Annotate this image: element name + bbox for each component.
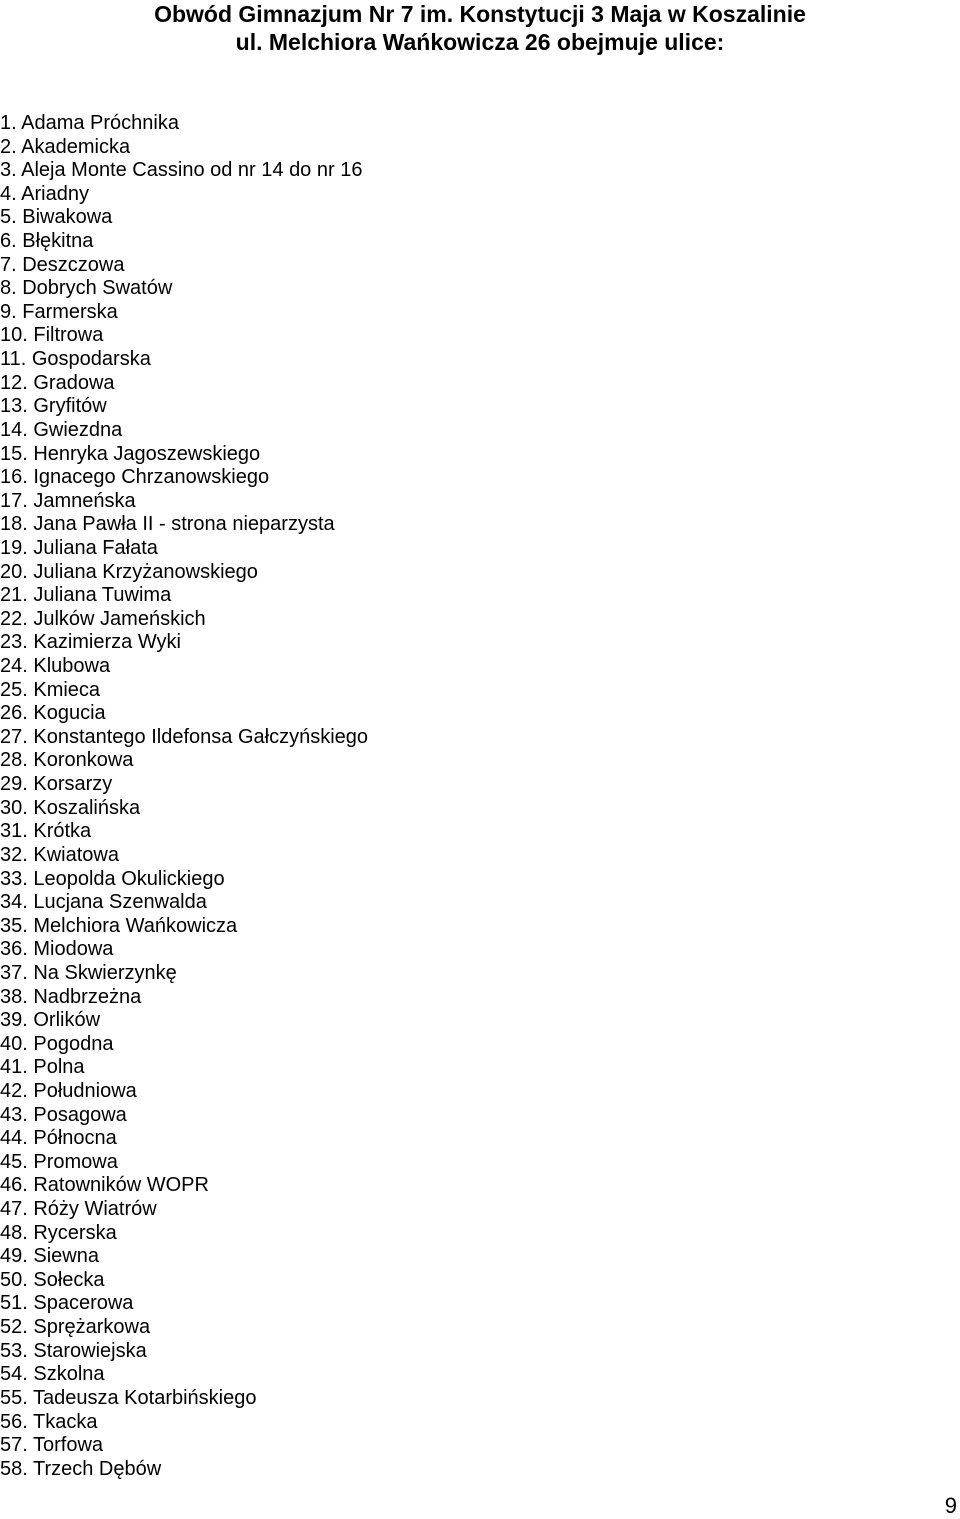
street-list-item: 5. Biwakowa: [0, 206, 113, 229]
street-list-item: 16. Ignacego Chrzanowskiego: [0, 466, 270, 489]
street-list-item: 50. Sołecka: [0, 1268, 105, 1291]
document-title: [0, 0, 960, 56]
street-list-item: 10. Filtrowa: [0, 324, 104, 347]
street-list-item: 34. Lucjana Szenwalda: [0, 891, 207, 914]
street-list-item: 32. Kwiatowa: [0, 843, 119, 866]
title-line-2: ul. Melchiora Wańkowicza 26 obejmuje ulice:: [235, 29, 725, 55]
street-list-item: 24. Klubowa: [0, 655, 111, 678]
street-list-item: 20. Juliana Krzyżanowskiego: [0, 560, 258, 583]
title-line-1: Obwód Gimnazjum Nr 7 im. Konstytucji 3 Maja w Koszalinie: [154, 1, 806, 27]
street-list-item: 7. Deszczowa: [0, 253, 125, 276]
street-list-item: 15. Henryka Jagoszewskiego: [0, 442, 261, 465]
street-list-item: 3. Aleja Monte Cassino od nr 14 do nr 16: [0, 159, 363, 182]
street-list-item: 58. Trzech Dębów: [0, 1457, 162, 1480]
street-list-item: 8. Dobrych Swatów: [0, 277, 173, 300]
street-list-item: 37. Na Skwierzynkę: [0, 961, 177, 984]
street-list-item: 54. Szkolna: [0, 1363, 105, 1386]
street-list-item: 57. Torfowa: [0, 1434, 104, 1457]
street-list-item: 17. Jamneńska: [0, 489, 136, 512]
street-list: [0, 112, 368, 1481]
street-list-item: 53. Starowiejska: [0, 1339, 147, 1362]
street-list-item: 12. Gradowa: [0, 371, 115, 394]
street-list-item: 31. Krótka: [0, 820, 92, 843]
street-list-item: 4. Ariadny: [0, 182, 89, 205]
street-list-item: 56. Tkacka: [0, 1410, 98, 1433]
street-list-item: 49. Siewna: [0, 1245, 99, 1268]
street-list-item: 48. Rycerska: [0, 1221, 117, 1244]
street-list-item: 14. Gwiezdna: [0, 418, 123, 441]
street-list-item: 30. Koszalińska: [0, 796, 141, 819]
street-list-item: 46. Ratowników WOPR: [0, 1174, 209, 1197]
street-list-item: 35. Melchiora Wańkowicza: [0, 914, 238, 937]
street-list-item: 2. Akademicka: [0, 135, 131, 158]
street-list-item: 18. Jana Pawła II - strona nieparzysta: [0, 513, 335, 536]
street-list-item: 25. Kmieca: [0, 678, 101, 701]
street-list-item: 19. Juliana Fałata: [0, 536, 158, 559]
street-list-item: 26. Kogucia: [0, 702, 106, 725]
street-list-item: 23. Kazimierza Wyki: [0, 631, 181, 654]
street-list-item: 9. Farmerska: [0, 300, 118, 323]
street-list-item: 45. Promowa: [0, 1150, 118, 1173]
street-list-item: 40. Pogodna: [0, 1032, 114, 1055]
street-list-item: 36. Miodowa: [0, 938, 114, 961]
street-list-item: 6. Błękitna: [0, 230, 94, 253]
street-list-item: 22. Julków Jameńskich: [0, 607, 206, 630]
street-list-item: 38. Nadbrzeżna: [0, 985, 142, 1008]
street-list-item: 52. Sprężarkowa: [0, 1316, 151, 1339]
street-list-item: 41. Polna: [0, 1056, 85, 1079]
street-list-item: 33. Leopolda Okulickiego: [0, 867, 225, 890]
street-list-item: 47. Róży Wiatrów: [0, 1198, 157, 1221]
street-list-item: 55. Tadeusza Kotarbińskiego: [0, 1386, 257, 1409]
street-list-item: 13. Gryfitów: [0, 395, 107, 418]
street-list-item: 42. Południowa: [0, 1079, 137, 1102]
street-list-item: 27. Konstantego Ildefonsa Gałczyńskiego: [0, 725, 369, 748]
page-number: 9: [944, 1493, 957, 1518]
street-list-item: 28. Koronkowa: [0, 749, 134, 772]
street-list-item: 39. Orlików: [0, 1009, 101, 1032]
street-list-item: 44. Północna: [0, 1127, 117, 1150]
street-list-item: 29. Korsarzy: [0, 773, 113, 796]
street-list-item: 51. Spacerowa: [0, 1292, 134, 1315]
street-list-item: 21. Juliana Tuwima: [0, 584, 172, 607]
street-list-item: 1. Adama Próchnika: [0, 112, 179, 134]
street-list-item: 11. Gospodarska: [0, 348, 151, 371]
street-list-item: 43. Posagowa: [0, 1103, 127, 1126]
